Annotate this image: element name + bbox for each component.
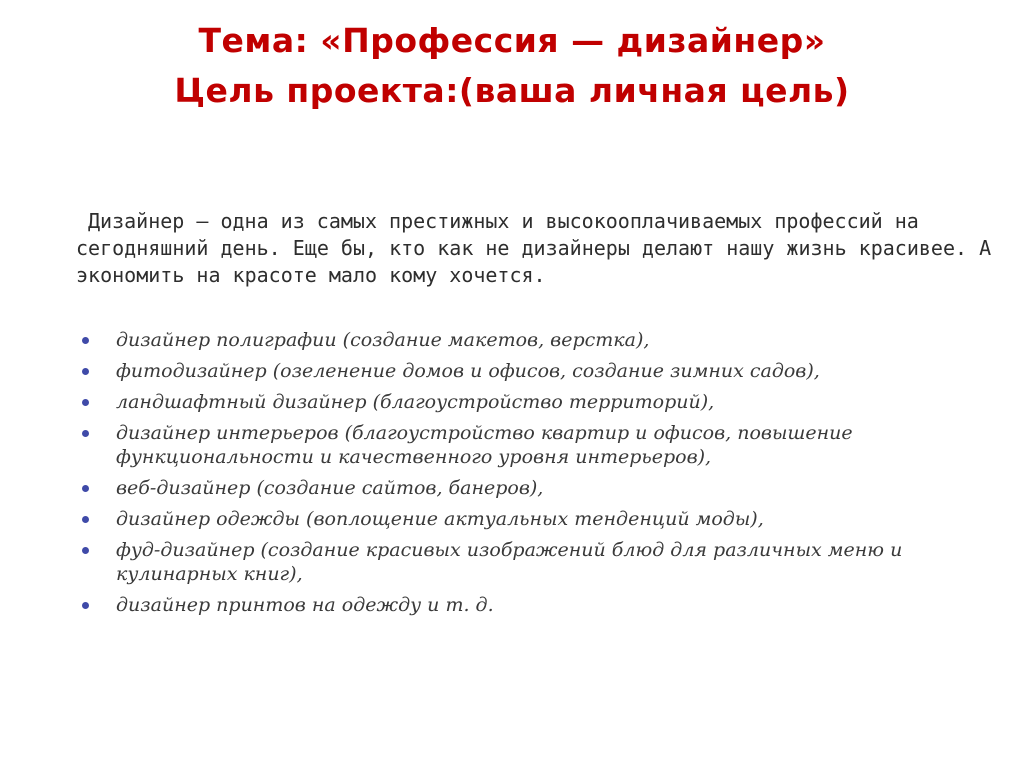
list-item xyxy=(78,421,978,469)
list-item xyxy=(78,328,978,352)
list-item xyxy=(78,507,978,531)
list-item-text: веб-дизайнер (создание сайтов, банеров), xyxy=(116,477,544,499)
bullet-dot-icon xyxy=(82,547,89,554)
list-item-text: ландшафтный дизайнер (благоустройство территорий), xyxy=(116,391,715,413)
title-line-1: Тема: «Профессия — дизайнер» xyxy=(198,21,826,60)
list-item-text: дизайнер полиграфии (создание макетов, верстка), xyxy=(116,329,650,351)
list-item xyxy=(78,538,978,586)
list-item-text: дизайнер принтов на одежду и т. д. xyxy=(116,594,494,616)
slide-title xyxy=(40,16,984,116)
list-item-text: дизайнер интерьеров (благоустройство квартир и офисов, повышение функциональности и качественного уровня интерьеров), xyxy=(116,422,853,468)
list-item xyxy=(78,359,978,383)
intro-paragraph: Дизайнер — одна из самых престижных и высокооплачиваемых профессий на сегодняшний день. Еще бы, кто как не дизайнеры делают нашу жизнь красивее. А экономить на красоте мало кому хочется. xyxy=(76,209,992,287)
list-item xyxy=(78,593,978,617)
list-item-text: фуд-дизайнер (создание красивых изображений блюд для различных меню и кулинарных книг), xyxy=(116,539,903,585)
bullet-dot-icon xyxy=(82,337,89,344)
bullet-dot-icon xyxy=(82,485,89,492)
title-line-2: Цель проекта:(ваша личная цель) xyxy=(174,71,850,110)
bullet-dot-icon xyxy=(82,516,89,523)
bullet-dot-icon xyxy=(82,602,89,609)
list-item-text: фитодизайнер (озеленение домов и офисов, создание зимних садов), xyxy=(116,360,820,382)
profession-list xyxy=(78,328,978,624)
bullet-dot-icon xyxy=(82,430,89,437)
list-item xyxy=(78,390,978,414)
bullet-dot-icon xyxy=(82,399,89,406)
list-item-text: дизайнер одежды (воплощение актуальных тенденций моды), xyxy=(116,508,764,530)
bullet-dot-icon xyxy=(82,368,89,375)
list-item xyxy=(78,476,978,500)
